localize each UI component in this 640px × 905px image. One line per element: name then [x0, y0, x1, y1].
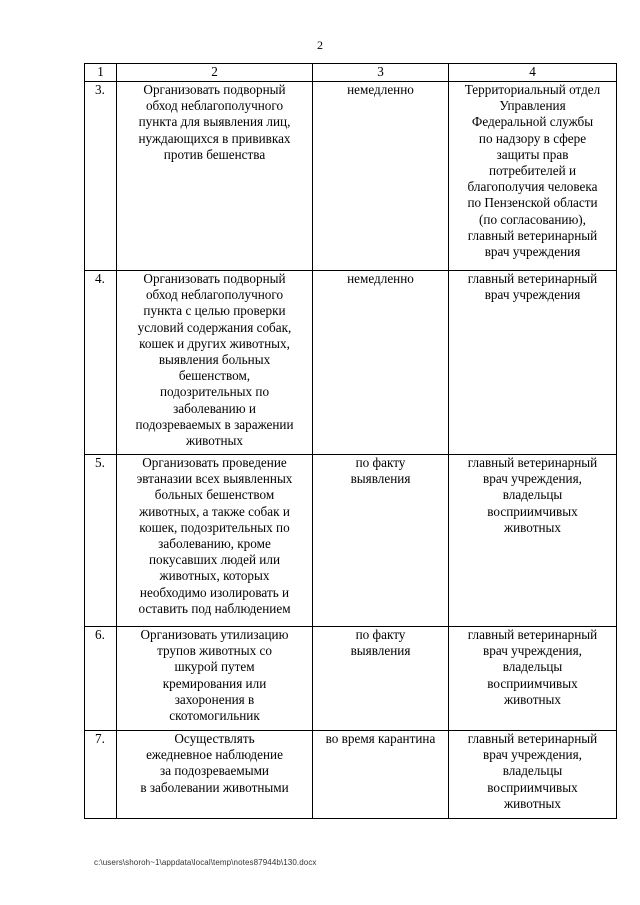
- action-cell-line: шкурой путем: [174, 659, 255, 675]
- term-cell: [313, 627, 449, 731]
- term-cell: [313, 455, 449, 627]
- responsible-cell-line: врач учреждения,: [483, 643, 582, 659]
- action-cell-line: пункта для выявления лиц,: [138, 114, 291, 130]
- row-number-cell: 6.: [85, 627, 117, 731]
- action-cell-line: Организовать подворный: [143, 271, 286, 286]
- action-cell-line: больных бешенством: [154, 487, 275, 503]
- action-cell-line: против бешенства: [163, 146, 266, 162]
- action-cell-line: кошек, подозрительных по: [139, 519, 290, 535]
- action-cell-line: эвтаназии всех выявленных: [136, 471, 293, 487]
- term-cell-line: выявления: [350, 643, 411, 659]
- action-cell: [117, 455, 313, 627]
- responsible-cell-line: владельцы: [502, 487, 563, 503]
- action-cell-line: трупов животных со: [157, 643, 272, 659]
- responsible-cell-line: по Пензенской области: [467, 195, 598, 211]
- responsible-cell-line: врач учреждения,: [483, 747, 582, 763]
- term-cell: [313, 731, 449, 819]
- action-cell-line: бешенством,: [178, 368, 251, 384]
- action-cell-line: подозреваемых в заражении: [135, 416, 294, 432]
- row-number-cell: 3.: [85, 82, 117, 271]
- header-col-4: 4: [449, 64, 617, 82]
- responsible-cell-line: врач учреждения: [484, 244, 581, 260]
- row-number-cell: 7.: [85, 731, 117, 819]
- action-cell: [117, 627, 313, 731]
- row-number-cell: 4.: [85, 271, 117, 455]
- responsible-cell: [449, 455, 617, 627]
- action-cell-line: подозрительных по: [159, 384, 270, 400]
- term-cell-line: выявления: [350, 471, 411, 487]
- responsible-cell-line: потребителей и: [488, 163, 577, 179]
- header-col-2: 2: [117, 64, 313, 82]
- measures-table: [84, 63, 617, 819]
- term-cell-line: во время карантина: [325, 731, 436, 746]
- action-cell-line: кошек и других животных,: [139, 335, 290, 351]
- term-cell-line: немедленно: [347, 82, 414, 97]
- action-cell: [117, 82, 313, 271]
- term-cell-line: по факту: [355, 627, 406, 642]
- responsible-cell-line: Федеральной службы: [471, 114, 594, 130]
- action-cell-line: Организовать утилизацию: [140, 627, 289, 642]
- responsible-cell-line: Территориальный отдел: [464, 82, 601, 97]
- table-row: [85, 455, 617, 627]
- responsible-cell: [449, 627, 617, 731]
- responsible-cell-line: животных: [504, 795, 561, 811]
- responsible-cell-line: главный ветеринарный: [467, 227, 598, 243]
- responsible-cell-line: врач учреждения: [484, 287, 581, 303]
- action-cell-line: Осуществлять: [174, 731, 255, 746]
- action-cell-line: обход неблагополучного: [145, 287, 284, 303]
- term-cell: [313, 82, 449, 271]
- action-cell-line: заболеванию и: [173, 400, 256, 416]
- responsible-cell-line: главный ветеринарный: [467, 455, 598, 470]
- responsible-cell-line: врач учреждения,: [483, 471, 582, 487]
- action-cell: [117, 271, 313, 455]
- action-cell-line: ежедневное наблюдение: [146, 747, 283, 763]
- table-header-row: [85, 64, 617, 82]
- responsible-cell-line: (по согласованию),: [479, 211, 586, 227]
- page-number: 2: [317, 38, 323, 52]
- responsible-cell: [449, 271, 617, 455]
- action-cell-line: животных, которых: [159, 568, 270, 584]
- action-cell-line: покусавших людей или: [148, 552, 281, 568]
- responsible-cell-line: восприимчивых: [487, 503, 578, 519]
- term-cell-line: по факту: [355, 455, 406, 470]
- action-cell-line: необходимо изолировать и: [139, 584, 290, 600]
- action-cell-line: оставить под наблюдением: [138, 600, 291, 616]
- responsible-cell-line: владельцы: [502, 659, 563, 675]
- action-cell-line: Организовать проведение: [142, 455, 287, 470]
- action-cell-line: заболеванию, кроме: [158, 536, 271, 552]
- file-path-footer: c:\users\shoroh~1\appdata\local\temp\notes87944b\130.docx: [94, 858, 317, 867]
- responsible-cell-line: животных: [504, 519, 561, 535]
- action-cell-line: условий содержания собак,: [137, 319, 292, 335]
- action-cell-line: скотомогильник: [169, 708, 260, 724]
- responsible-cell-line: защиты прав: [496, 146, 569, 162]
- responsible-cell: [449, 82, 617, 271]
- responsible-cell-line: животных: [504, 691, 561, 707]
- responsible-cell-line: восприимчивых: [487, 779, 578, 795]
- table-row: [85, 271, 617, 455]
- action-cell-line: животных: [186, 433, 243, 449]
- responsible-cell-line: восприимчивых: [487, 675, 578, 691]
- responsible-cell-line: Управления: [499, 98, 566, 114]
- table-row: [85, 82, 617, 271]
- responsible-cell-line: владельцы: [502, 763, 563, 779]
- action-cell-line: пункта с целью проверки: [143, 303, 286, 319]
- action-cell-line: обход неблагополучного: [145, 98, 284, 114]
- responsible-cell-line: главный ветеринарный: [467, 731, 598, 746]
- header-col-3: 3: [313, 64, 449, 82]
- action-cell-line: нуждающихся в прививках: [138, 130, 291, 146]
- header-col-1: 1: [85, 64, 117, 82]
- action-cell-line: в заболевании животными: [140, 779, 289, 795]
- action-cell-line: Организовать подворный: [143, 82, 286, 97]
- responsible-cell-line: благополучия человека: [467, 179, 598, 195]
- responsible-cell: [449, 731, 617, 819]
- term-cell: [313, 271, 449, 455]
- action-cell: [117, 731, 313, 819]
- action-cell-line: животных, а также собак и: [139, 503, 290, 519]
- action-cell-line: кремирования или: [162, 675, 267, 691]
- action-cell-line: выявления больных: [158, 352, 271, 368]
- action-cell-line: захоронения в: [174, 691, 255, 707]
- responsible-cell-line: по надзору в сфере: [478, 130, 587, 146]
- table-row: [85, 627, 617, 731]
- responsible-cell-line: главный ветеринарный: [467, 627, 598, 642]
- row-number-cell: 5.: [85, 455, 117, 627]
- action-cell-line: за подозреваемыми: [160, 763, 269, 779]
- table-row: [85, 731, 617, 819]
- responsible-cell-line: главный ветеринарный: [467, 271, 598, 286]
- term-cell-line: немедленно: [347, 271, 414, 286]
